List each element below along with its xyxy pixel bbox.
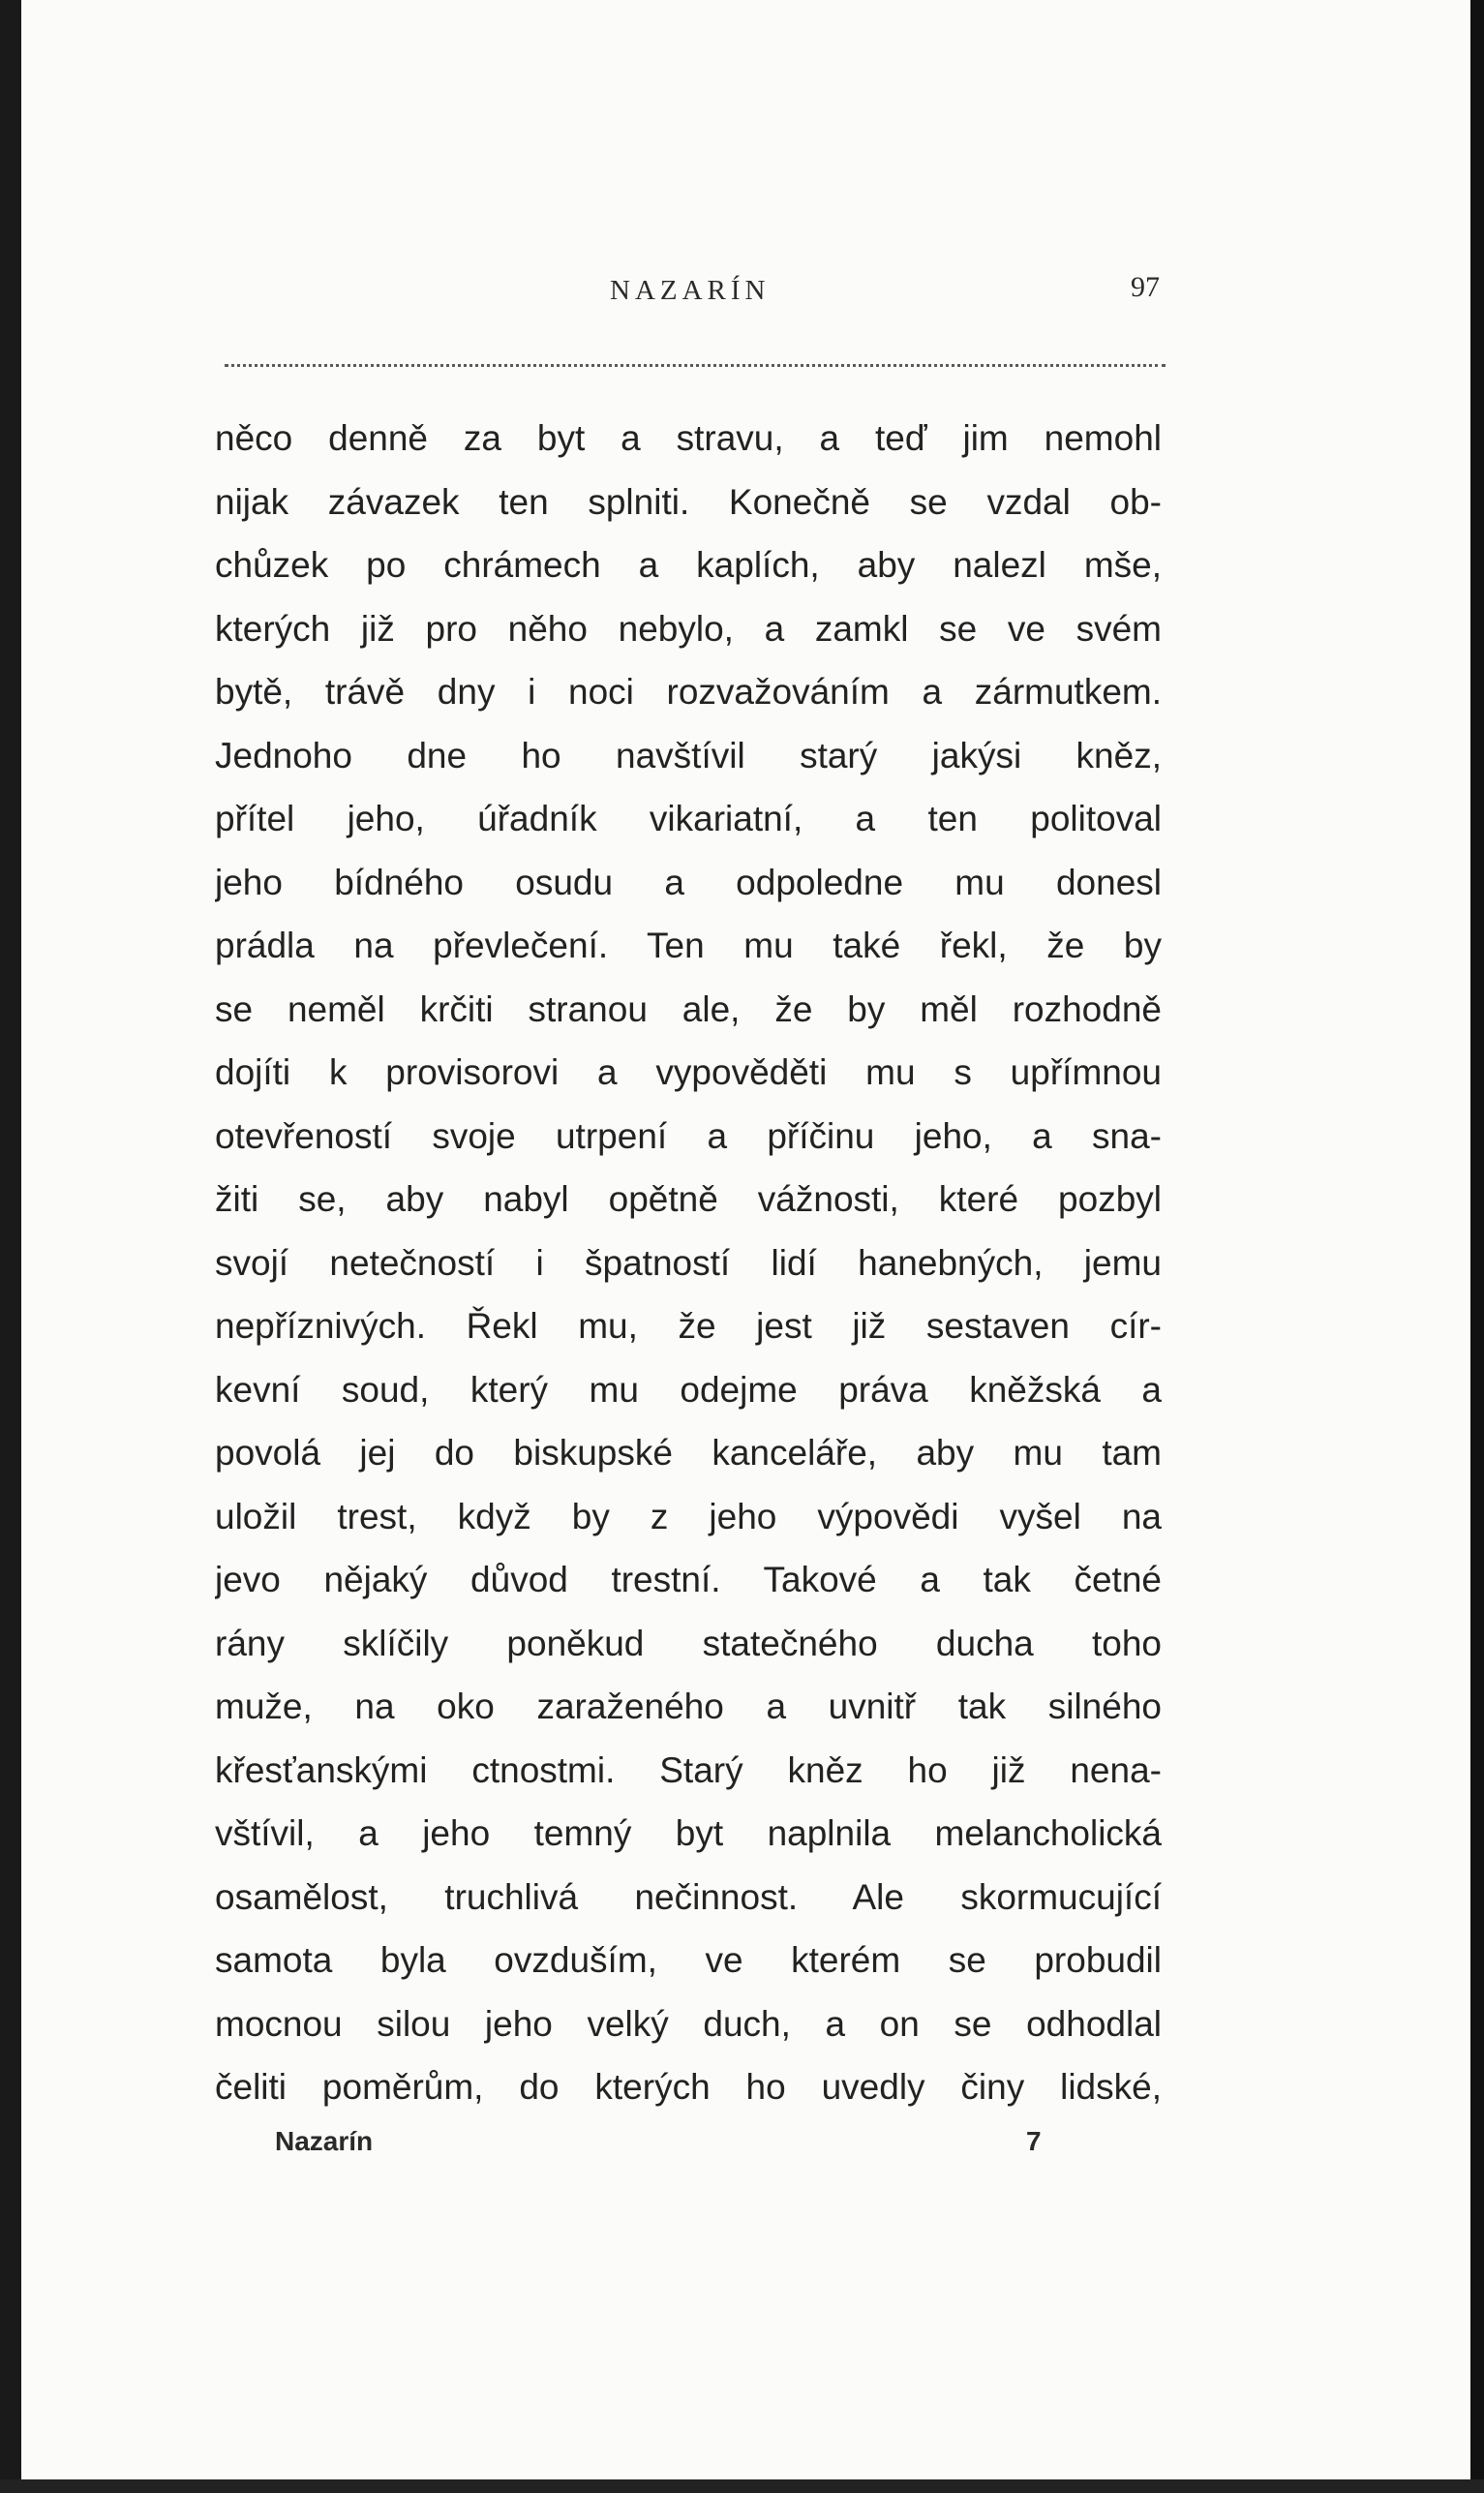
text-line: chůzek po chrámech a kaplích, aby nalezl mše, [215,545,1162,585]
text-line: uložil trest, když by z jeho výpovědi vyšel na [215,1496,1162,1536]
text-line: se neměl krčiti stranou ale, že by měl rozhodně [215,988,1162,1029]
text-line: kevní soud, který mu odejme práva kněžská a [215,1369,1162,1410]
text-line: jeho bídného osudu a odpoledne mu donesl [215,862,1162,902]
text-line: čeliti poměrům, do kterých ho uvedly činy lidské, [215,2067,1162,2107]
text-line: mocnou silou jeho velký duch, a on se odhodlal [215,2003,1162,2044]
signature-mark: 7 [1026,2126,1042,2156]
text-line: osamělost, truchlivá nečinnost. Ale skormucující [215,1876,1162,1917]
text-line: otevřeností svoje utrpení a příčinu jeho, a sna- [215,1115,1162,1156]
body-text [215,407,1162,2119]
text-line: dojíti k provisorovi a vypověděti mu s upřímnou [215,1052,1162,1092]
text-line: svojí netečností i špatností lidí hanebných, jemu [215,1242,1162,1283]
text-line: Jednoho dne ho navštívil starý jakýsi kněz, [215,735,1162,775]
text-line: bytě, trávě dny i noci rozvažováním a zármutkem. [215,672,1162,712]
text-line: nijak závazek ten splniti. Konečně se vzdal ob- [215,481,1162,522]
text-line: přítel jeho, úřadník vikariatní, a ten politoval [215,799,1162,838]
text-line: něco denně za byt a stravu, a teď jim nemohl [215,418,1162,458]
scan-left-edge [0,0,21,2493]
page-number: 97 [1131,271,1160,303]
text-line: muže, na oko zaraženého a uvnitř tak silného [215,1687,1162,1726]
text-line: nepříznivých. Řekl mu, že jest již sestaven cír- [215,1306,1162,1346]
text-line: jevo nějaký důvod trestní. Takové a tak četné [215,1560,1162,1599]
text-line: rány sklíčily poněkud statečného ducha toho [215,1623,1162,1663]
text-line: povolá jej do biskupské kanceláře, aby mu tam [215,1433,1162,1473]
footer-title: Nazarín [275,2126,374,2156]
text-line: křesťanskými ctnostmi. Starý kněz ho již nena- [215,1749,1162,1790]
text-line: vštívil, a jeho temný byt naplnila melancholická [215,1813,1162,1853]
running-head: NAZARÍN [610,275,771,306]
text-line: samota byla ovzduším, ve kterém se probudil [215,1940,1162,1980]
scan-bottom-edge [0,2479,1484,2493]
header-rule [225,364,1166,367]
scan-right-edge [1470,0,1484,2493]
text-line: kterých již pro něho nebylo, a zamkl se ve svém [215,608,1162,649]
text-line: prádla na převlečení. Ten mu také řekl, že by [215,926,1162,965]
text-line: žiti se, aby nabyl opětně vážnosti, které pozbyl [215,1179,1162,1219]
